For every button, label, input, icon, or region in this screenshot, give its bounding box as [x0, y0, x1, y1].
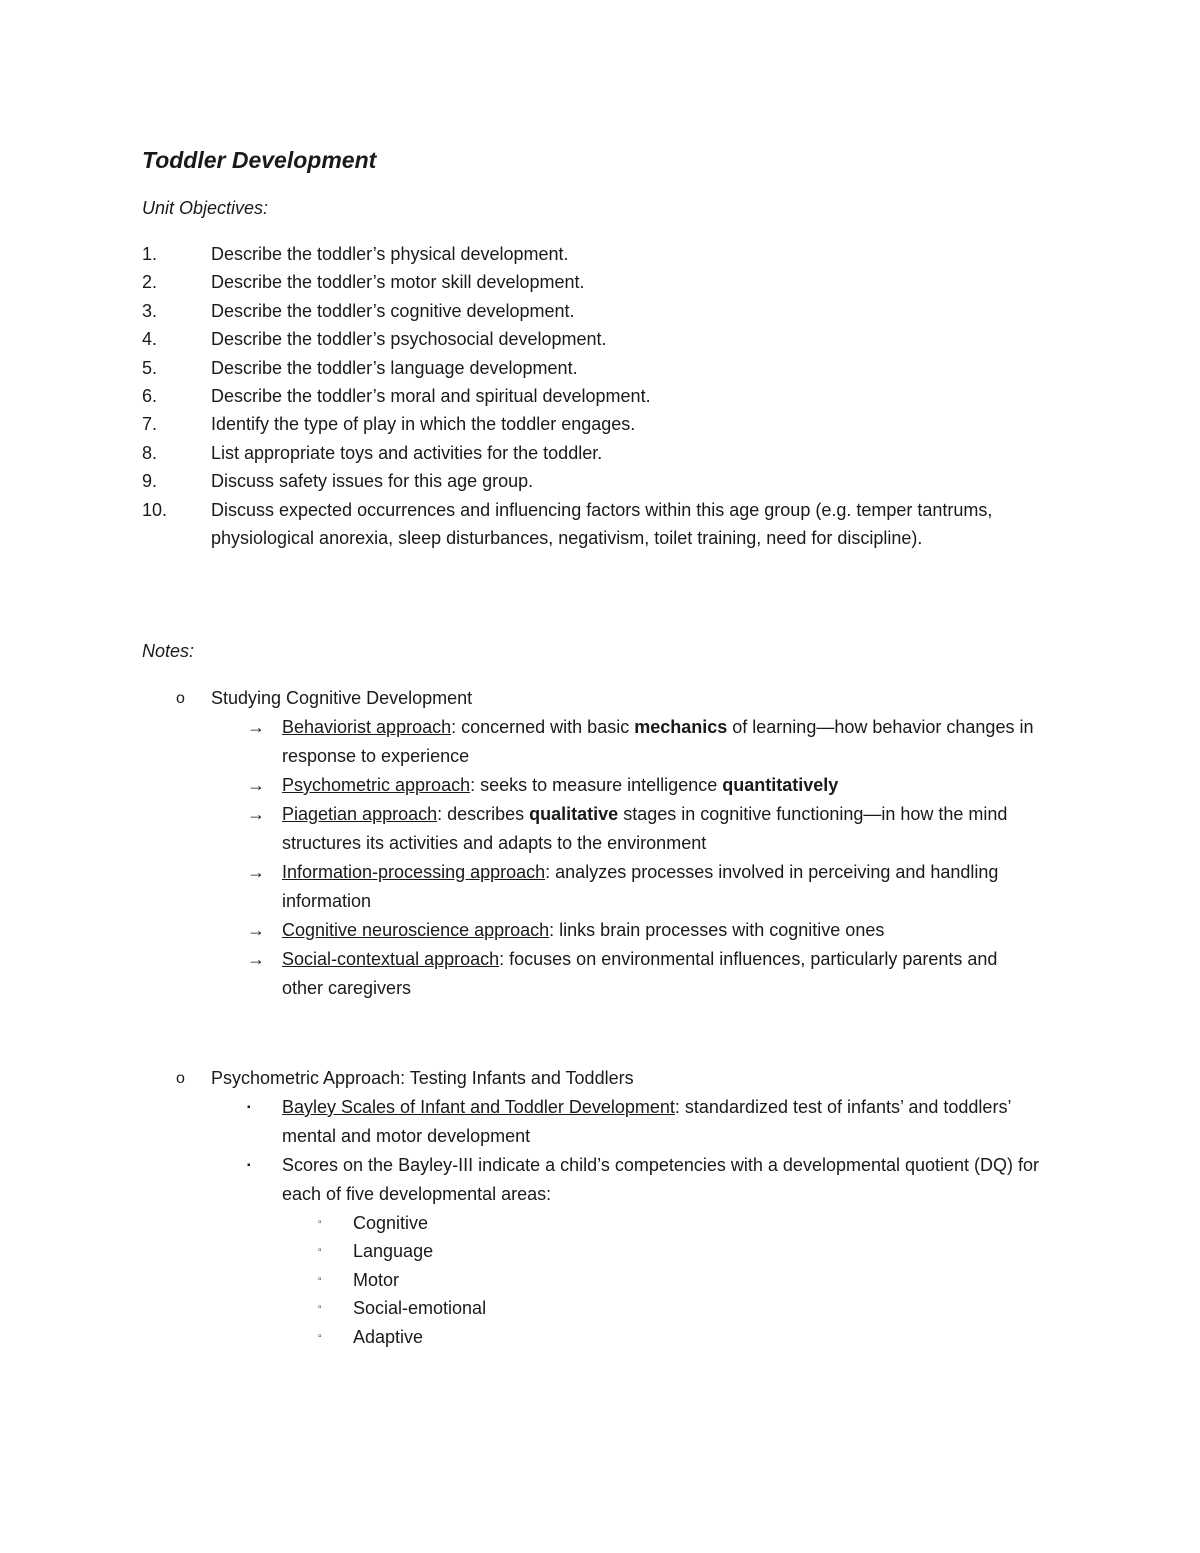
approach-item — [142, 858, 1042, 916]
objective-number: 8. — [142, 442, 158, 463]
approach-term: Information-processing approach — [282, 862, 546, 882]
notes-heading-item — [142, 684, 1042, 713]
objective-number: 2. — [142, 272, 158, 293]
area-item — [142, 1237, 1042, 1265]
approach-term: Psychometric approach — [282, 775, 471, 795]
objective-text: List appropriate toys and activities for the toddler. — [211, 442, 603, 463]
approach-desc-cont: of learning—how behavior changes in response to experience — [282, 717, 1034, 766]
objective-text: Discuss safety issues for this age group. — [211, 471, 534, 492]
objective-item — [142, 297, 1042, 325]
approach-text — [282, 858, 1042, 916]
arrow-icon: → — [247, 717, 265, 737]
approach-term: Social-contextual approach — [282, 949, 500, 969]
approach-desc-cont: stages in cognitive functioning—in how the mind structures its activities and adapts to the environment — [282, 804, 1008, 853]
approach-item — [142, 945, 1042, 1003]
objective-number: 7. — [142, 414, 158, 435]
objective-text: Identify the type of play in which the toddler engages. — [211, 414, 636, 435]
approach-term: Piagetian approach — [282, 804, 438, 824]
approach-desc: : seeks to measure intelligence — [470, 775, 723, 795]
approach-text — [282, 771, 1042, 800]
objective-text: Describe the toddler’s physical development. — [211, 244, 569, 264]
approach-text — [282, 800, 1042, 858]
scores-item — [142, 1151, 1042, 1209]
arrow-icon: → — [247, 949, 265, 969]
objective-number: 10. — [142, 499, 168, 520]
approach-term: Behaviorist approach — [282, 717, 452, 737]
objective-item — [142, 325, 1042, 353]
arrow-icon: → — [247, 775, 265, 795]
approach-text — [282, 916, 1042, 945]
small-square-bullet-icon: ▫ — [318, 1217, 322, 1228]
approach-emphasis: qualitative — [529, 804, 619, 824]
document-title: Toddler Development — [142, 147, 377, 173]
objective-text: Describe the toddler’s moral and spiritual development. — [211, 386, 651, 407]
circle-bullet-icon: o — [176, 690, 185, 707]
approach-desc: : analyzes processes involved in perceiving and handling information — [282, 862, 999, 911]
arrow-icon: → — [247, 862, 265, 882]
circle-bullet-icon: o — [176, 1070, 185, 1087]
objective-item — [142, 496, 1042, 553]
objective-item — [142, 240, 1042, 268]
objective-text: Describe the toddler’s motor skill development. — [211, 272, 585, 293]
area-label: Language — [353, 1241, 434, 1262]
bayley-item — [142, 1093, 1042, 1151]
approach-text — [282, 713, 1042, 771]
arrow-icon: → — [247, 804, 265, 824]
square-bullet-icon: ▪ — [247, 1160, 251, 1171]
area-label: Motor — [353, 1269, 400, 1290]
objective-item — [142, 268, 1042, 296]
arrow-icon: → — [247, 920, 265, 940]
objective-number: 4. — [142, 329, 158, 350]
objective-text: Describe the toddler’s psychosocial development. — [211, 329, 607, 350]
area-label: Cognitive — [353, 1213, 429, 1233]
objective-item — [142, 382, 1042, 410]
scores-text: Scores on the Bayley-III indicate a child’s competencies with a developmental quotient (DQ) for each of five developmental areas: — [282, 1155, 1040, 1204]
approach-desc: : links brain processes with cognitive ones — [549, 920, 885, 940]
area-item — [142, 1323, 1042, 1351]
area-item — [142, 1209, 1042, 1237]
objective-text: Describe the toddler’s language development. — [211, 357, 578, 378]
approach-emphasis: quantitatively — [722, 775, 839, 795]
objective-number: 1. — [142, 244, 158, 264]
approach-desc: : describes — [437, 804, 530, 824]
small-square-bullet-icon: ▫ — [318, 1330, 322, 1342]
objective-item — [142, 439, 1042, 467]
approach-text — [282, 945, 1042, 1003]
bayley-text — [282, 1093, 1042, 1151]
approach-term: Cognitive neuroscience approach — [282, 920, 550, 940]
objective-text: Describe the toddler’s cognitive development. — [211, 300, 575, 321]
psychometric-heading: Psychometric Approach: Testing Infants and Toddlers — [211, 1068, 634, 1088]
area-label: Social-emotional — [353, 1298, 487, 1319]
approach-desc: : concerned with basic — [451, 717, 635, 737]
psychometric-testing-block — [142, 1064, 1042, 1351]
objective-item — [142, 467, 1042, 495]
studying-cognitive-block — [142, 684, 1042, 1003]
approach-item — [142, 916, 1042, 945]
bayley-desc: : standardized test of infants’ and toddlers’ mental and motor development — [282, 1097, 1011, 1146]
approach-desc: : focuses on environmental influences, particularly parents and other caregivers — [282, 949, 998, 998]
objective-item — [142, 410, 1042, 438]
objective-item — [142, 354, 1042, 382]
notes-label: Notes: — [142, 641, 195, 661]
area-label: Adaptive — [353, 1326, 424, 1347]
studying-heading: Studying Cognitive Development — [211, 688, 473, 708]
square-bullet-icon: ▪ — [247, 1102, 251, 1113]
small-square-bullet-icon: ▫ — [318, 1245, 322, 1257]
area-item — [142, 1294, 1042, 1322]
approach-item — [142, 713, 1042, 771]
approach-emphasis: mechanics — [634, 717, 728, 737]
objective-number: 5. — [142, 357, 158, 378]
objective-number: 3. — [142, 300, 158, 321]
unit-objectives-label: Unit Objectives: — [142, 198, 269, 218]
objective-text: Discuss expected occurrences and influencing factors within this age group (e.g. temper tantrums, physiological anorexia, sleep disturbances, negativism, toilet training, need for discipline). — [211, 499, 993, 549]
objectives-list — [142, 240, 1042, 552]
objective-number: 6. — [142, 386, 158, 407]
approach-item — [142, 771, 1042, 800]
small-square-bullet-icon: ▫ — [318, 1273, 322, 1285]
notes-section — [142, 684, 1042, 1412]
objective-number: 9. — [142, 471, 158, 492]
notes-heading-item — [142, 1064, 1042, 1093]
small-square-bullet-icon: ▫ — [318, 1302, 322, 1314]
bayley-term: Bayley Scales of Infant and Toddler Development — [282, 1097, 675, 1117]
area-item — [142, 1266, 1042, 1294]
approach-item — [142, 800, 1042, 858]
